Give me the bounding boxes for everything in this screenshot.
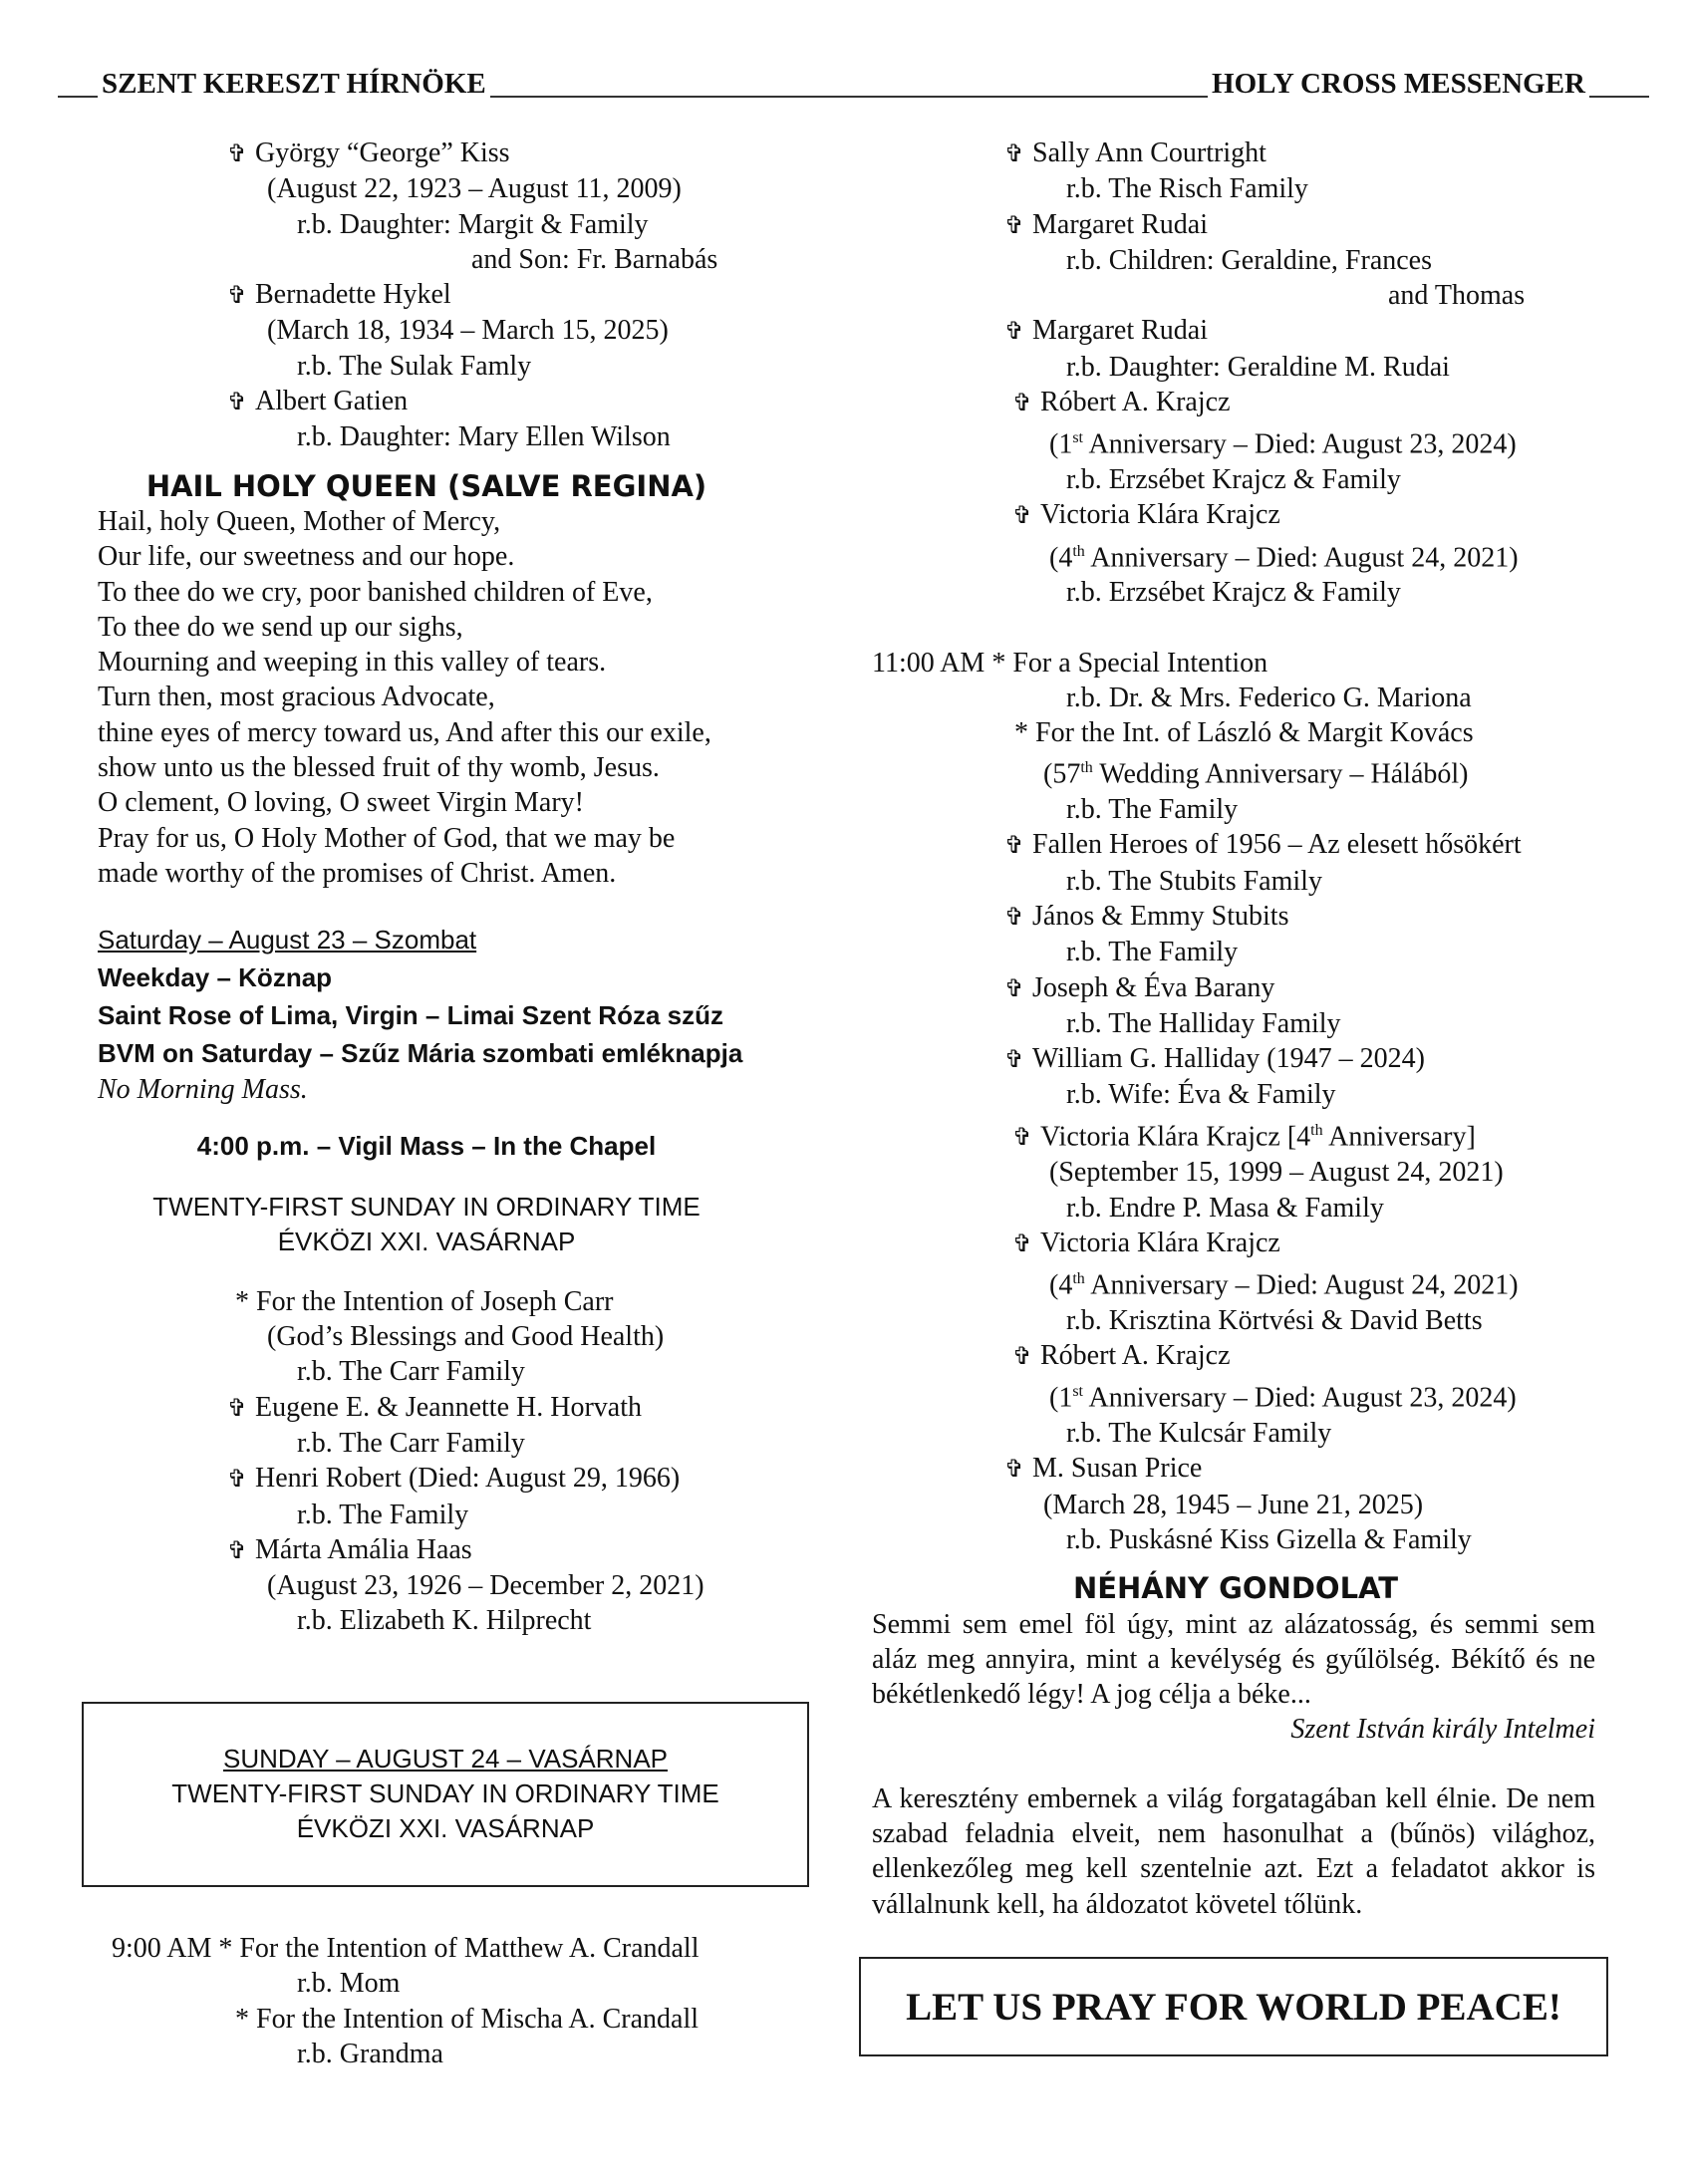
intention-entry: * For the Int. of László & Margit Kovács — [1014, 717, 1474, 749]
liturgical-day: Weekday – Köznap — [98, 961, 333, 992]
entry-requester: r.b. The Family — [1066, 937, 1239, 968]
prayer-line: made worthy of the promises of Christ. Amen. — [98, 857, 617, 889]
memorial-entry: ✞ Margaret Rudai — [872, 313, 1599, 349]
memorial-entry: ✞ Victoria Klára Krajcz [4th Anniversary] — [872, 1113, 1599, 1156]
memorial-entry: ✞ Róbert A. Krajcz — [872, 385, 1599, 420]
world-peace-text: LET US PRAY FOR WORLD PEACE! — [906, 1985, 1561, 2029]
cross-icon: ✞ — [1004, 317, 1025, 346]
world-peace-box — [859, 1957, 1608, 2056]
cross-icon: ✞ — [1004, 210, 1025, 239]
prayer-line: O clement, O loving, O sweet Virgin Mary! — [98, 787, 584, 819]
entry-dates: (4th Anniversary – Died: August 24, 2021) — [1049, 541, 1519, 573]
entry-requester: r.b. Endre P. Masa & Family — [1066, 1192, 1384, 1224]
prayer-line: Turn then, most gracious Advocate, — [98, 682, 495, 713]
thoughts-title: NÉHÁNY GONDOLAT — [1072, 1571, 1399, 1606]
entry-dates: (August 22, 1923 – August 11, 2009) — [267, 173, 682, 205]
prayer-line: Pray for us, O Holy Mother of God, that we may be — [98, 822, 676, 854]
intention-entry: 9:00 AM * For the Intention of Matthew A. Crandall — [112, 1933, 700, 1964]
cross-icon: ✞ — [227, 281, 248, 310]
intention-entry: * For the Intention of Mischa A. Crandall — [235, 2003, 700, 2035]
cross-icon: ✞ — [1004, 902, 1025, 931]
memorial-entry: ✞ Henri Robert (Died: August 29, 1966) — [98, 1461, 785, 1497]
cross-icon: ✞ — [227, 139, 248, 167]
entry-requester: r.b. The Family — [297, 1499, 469, 1530]
entry-requester: r.b. Daughter: Margit & Family — [297, 208, 649, 240]
memorial-entry: ✞ M. Susan Price — [872, 1451, 1599, 1487]
prayer-line: Our life, our sweetness and our hope. — [98, 541, 515, 573]
prayer-line: Hail, holy Queen, Mother of Mercy, — [98, 505, 501, 537]
left-column — [98, 136, 785, 1639]
memorial-entry: ✞ János & Emmy Stubits — [872, 899, 1599, 935]
sunday-box-title-hu: ÉVKÖZI XXI. VASÁRNAP — [296, 1813, 595, 1843]
nine-am-mass — [112, 1931, 700, 2071]
memorial-entry: ✞ William G. Halliday (1947 – 2024) — [872, 1041, 1599, 1077]
entry-requester: r.b. Erzsébet Krajcz & Family — [1066, 464, 1401, 495]
prayer-line: thine eyes of mercy toward us, And after this our exile, — [98, 716, 711, 748]
prayer-line: To thee do we cry, poor banished children of Eve, — [98, 576, 653, 608]
prayer-line: show unto us the blessed fruit of thy womb, Jesus. — [98, 752, 660, 784]
entry-requester: r.b. Mom — [297, 1968, 401, 2000]
entry-requester: r.b. Erzsébet Krajcz & Family — [1066, 577, 1401, 609]
entry-dates: (1st Anniversary – Died: August 23, 2024) — [1049, 1382, 1517, 1414]
sunday-title-hu: ÉVKÖZI XXI. VASÁRNAP — [277, 1227, 576, 1257]
cross-icon: ✞ — [1012, 501, 1033, 530]
sunday-box — [82, 1702, 809, 1887]
cross-icon: ✞ — [1004, 139, 1025, 167]
entry-dates: (March 18, 1934 – March 15, 2025) — [267, 315, 669, 347]
cross-icon: ✞ — [227, 388, 248, 416]
entry-requester: r.b. Krisztina Körtvési & David Betts — [1066, 1304, 1483, 1336]
cross-icon: ✞ — [227, 1465, 248, 1494]
memorial-entry: ✞ Albert Gatien — [98, 384, 785, 419]
entry-requester: r.b. The Risch Family — [1066, 173, 1308, 205]
memorial-entry: ✞ Victoria Klára Krajcz — [872, 497, 1599, 533]
memorial-entry: ✞ Victoria Klára Krajcz — [872, 1226, 1599, 1261]
vigil-mass: 4:00 p.m. – Vigil Mass – In the Chapel — [196, 1130, 657, 1161]
entry-requester: r.b. Daughter: Mary Ellen Wilson — [297, 421, 671, 453]
sunday-box-date: SUNDAY – AUGUST 24 – VASÁRNAP — [222, 1744, 669, 1774]
memorial-entry: ✞ Róbert A. Krajcz — [872, 1338, 1599, 1374]
memorial-entry: ✞ Sally Ann Courtright — [872, 136, 1599, 171]
cross-icon: ✞ — [1012, 1123, 1033, 1152]
entry-requester: r.b. The Kulcsár Family — [1066, 1418, 1332, 1450]
entry-dates: (August 23, 1926 – December 2, 2021) — [267, 1570, 704, 1602]
entry-requester: r.b. Dr. & Mrs. Federico G. Mariona — [1066, 682, 1472, 713]
entry-requester: r.b. The Family — [1066, 794, 1239, 826]
sunday-title: TWENTY-FIRST SUNDAY IN ORDINARY TIME — [152, 1192, 701, 1223]
entry-dates: (September 15, 1999 – August 24, 2021) — [1049, 1157, 1504, 1189]
entry-requester: and Thomas — [1388, 280, 1526, 312]
thoughts-paragraph: Semmi sem emel föl úgy, mint az alázatosság, és semmi sem aláz meg annyira, mint a kevélység és gyűlölség. Békítő és ne békétlenkedő légy! A jog célja a béke... — [872, 1608, 1595, 1711]
entry-requester: r.b. The Carr Family — [297, 1427, 525, 1459]
no-morning-mass: No Morning Mass. — [98, 1073, 308, 1105]
thoughts-paragraph: A keresztény embernek a világ forgatagában kell élnie. De nem szabad feladnia elveit, nem hasonulhat a (bűnös) világhoz, ellenkezőleg meg kell szentelnie azt. Ezt a feladatot akkor is vállalnunk kell, ha áldozatot követel tőlünk. — [872, 1782, 1595, 1920]
entry-dates: (March 28, 1945 – June 21, 2025) — [1043, 1489, 1424, 1520]
memorial-entry: ✞ Eugene E. & Jeannette H. Horvath — [98, 1390, 785, 1426]
prayer-line: Mourning and weeping in this valley of tears. — [98, 647, 607, 679]
cross-icon: ✞ — [227, 1535, 248, 1564]
cross-icon: ✞ — [1004, 1045, 1025, 1074]
entry-detail: (God’s Blessings and Good Health) — [267, 1321, 665, 1353]
header-right-title: HOLY CROSS MESSENGER — [1208, 68, 1589, 101]
intention-entry: * For the Intention of Joseph Carr — [235, 1285, 614, 1317]
cross-icon: ✞ — [1004, 831, 1025, 860]
saturday-heading: Saturday – August 23 – Szombat — [98, 925, 477, 956]
entry-requester: r.b. Grandma — [297, 2038, 443, 2069]
cross-icon: ✞ — [1004, 1455, 1025, 1484]
cross-icon: ✞ — [1004, 973, 1025, 1002]
entry-requester: r.b. Children: Geraldine, Frances — [1066, 244, 1433, 276]
memorial-entry: ✞ Bernadette Hykel — [98, 277, 785, 313]
entry-requester: r.b. The Sulak Famly — [297, 350, 532, 382]
prayer-title: HAIL HOLY QUEEN (SALVE REGINA) — [145, 468, 707, 503]
entry-requester: r.b. The Halliday Family — [1066, 1007, 1341, 1039]
entry-requester: r.b. Daughter: Geraldine M. Rudai — [1066, 351, 1450, 383]
entry-dates: (4th Anniversary – Died: August 24, 2021) — [1049, 1269, 1519, 1301]
liturgical-day: Saint Rose of Lima, Virgin – Limai Szent Róza szűz — [98, 999, 723, 1030]
entry-requester: r.b. Elizabeth K. Hilprecht — [297, 1605, 592, 1637]
memorial-entry: ✞ Joseph & Éva Barany — [872, 970, 1599, 1006]
entry-requester: r.b. The Carr Family — [297, 1356, 525, 1388]
memorial-entry: ✞ Fallen Heroes of 1956 – Az elesett hősökért — [872, 827, 1599, 863]
right-column — [872, 136, 1599, 1922]
entry-detail: (57th Wedding Anniversary – Hálából) — [1043, 758, 1469, 790]
cross-icon: ✞ — [1012, 1228, 1033, 1257]
prayer-line: To thee do we send up our sighs, — [98, 611, 463, 643]
memorial-entry: ✞ Margaret Rudai — [872, 207, 1599, 243]
entry-dates: (1st Anniversary – Died: August 23, 2024) — [1049, 428, 1517, 460]
cross-icon: ✞ — [1012, 389, 1033, 417]
liturgical-day: BVM on Saturday – Szűz Mária szombati emléknapja — [98, 1037, 743, 1068]
memorial-entry: ✞ György “George” Kiss — [98, 136, 785, 171]
entry-requester: and Son: Fr. Barnabás — [471, 243, 718, 275]
entry-requester: r.b. Puskásné Kiss Gizella & Family — [1066, 1523, 1472, 1555]
memorial-entry: ✞ Márta Amália Haas — [98, 1532, 785, 1568]
cross-icon: ✞ — [227, 1393, 248, 1422]
cross-icon: ✞ — [1012, 1342, 1033, 1371]
entry-requester: r.b. The Stubits Family — [1066, 865, 1322, 897]
page-header — [98, 68, 1589, 102]
entry-requester: r.b. Wife: Éva & Family — [1066, 1079, 1336, 1111]
header-left-title: SZENT KERESZT HÍRNÖKE — [98, 68, 490, 101]
intention-entry: 11:00 AM * For a Special Intention — [872, 647, 1268, 679]
thoughts-attribution: Szent István király Intelmei — [1290, 1714, 1595, 1746]
sunday-box-title: TWENTY-FIRST SUNDAY IN ORDINARY TIME — [171, 1778, 719, 1808]
